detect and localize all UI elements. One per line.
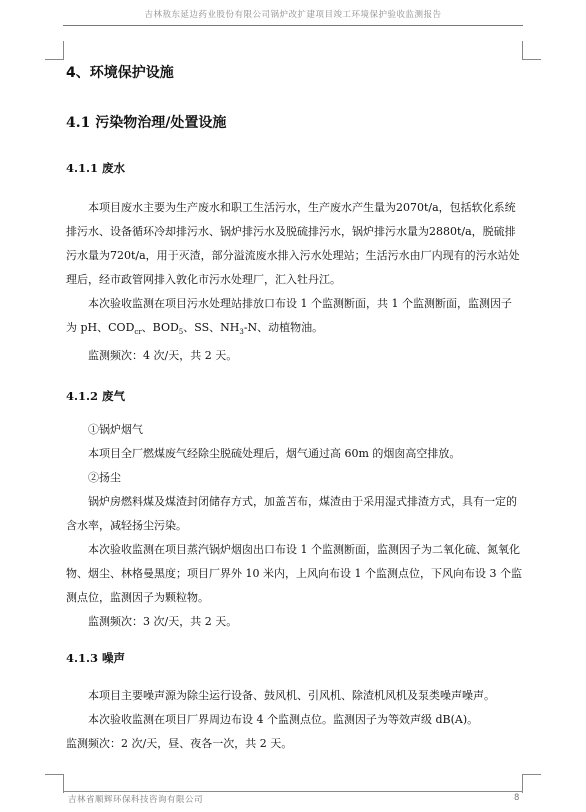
paragraph-noise-sources: 本项目主要噪声源为除尘运行设备、鼓风机、引风机、除渣机风机及泵类噪声噪声。 xyxy=(88,689,495,703)
section-title-4-1-1: 4.1.1 废水 xyxy=(66,161,126,175)
corner-mark-bottom-right xyxy=(522,774,541,793)
bod-text: 、BOD xyxy=(141,321,179,334)
corner-mark-bottom-left xyxy=(45,774,64,793)
paragraph-wastewater-overview: 本项目废水主要为生产废水和职工生活污水，生产废水产生量为2070t/a，包括软化系统排污水、设备循环冷却排污水、锅炉排污水及脱硫排污水，锅炉排污水量为2880t/a，脱硫排污水量为720t/a，用于灭渣，部分溢流废水排入污水处理站；生活污水由厂内现有的污水站处理后，经市政管网排入敦化市污水处理厂，汇入牡丹江。 xyxy=(66,201,520,286)
paragraph-wastewater-monitoring xyxy=(66,292,522,344)
document-body xyxy=(66,56,522,756)
ss-nh-text: 、SS、NH xyxy=(183,321,240,334)
footer-company: 吉林省顺辉环保科技咨询有限公司 xyxy=(68,795,204,805)
paragraph-flue-gas: 本项目全厂燃煤废气经除尘脱硫处理后，烟气通过高 60m 的烟囱高空排放。 xyxy=(88,447,461,461)
header-rule xyxy=(63,25,523,26)
nh-subscript: 3 xyxy=(239,328,244,337)
factors-end-text: -N、动植物油。 xyxy=(243,321,324,334)
paragraph-wastewater-frequency: 监测频次：4 次/天，共 2 天。 xyxy=(88,349,238,363)
section-title-4-1-3: 4.1.3 噪声 xyxy=(66,651,126,666)
corner-mark-top-right xyxy=(522,41,541,60)
corner-mark-top-left xyxy=(45,41,64,60)
item-boiler-flue-gas: ①锅炉烟气 xyxy=(88,423,143,437)
cod-subscript: cr xyxy=(134,328,142,337)
paragraph-gas-frequency: 监测频次：3 次/天，共 2 天。 xyxy=(88,615,238,629)
section-title-4-1-2: 4.1.2 废气 xyxy=(66,389,126,404)
bod-subscript: 5 xyxy=(178,328,184,337)
paragraph-noise-monitoring: 本次验收监测在项目厂界周边布设 4 个监测点位。监测因子为等效声级 dB(A)。 xyxy=(88,713,479,727)
wastewater-monitoring-text: 本次验收监测在项目污水处理站排放口布设 1 个监测断面，共 1 个监测断面，监测因子为 pH、COD xyxy=(66,297,512,334)
page-header: 吉林敖东延边药业股份有限公司锅炉改扩建项目竣工环境保护验收监测报告 xyxy=(144,10,442,20)
page-number: 8 xyxy=(514,793,520,803)
paragraph-dust: 锅炉房燃料煤及煤渣封闭储存方式，加盖苫布，煤渣由于采用湿式排渣方式，具有一定的含水率，减轻扬尘污染。 xyxy=(66,495,517,533)
footer-rule xyxy=(63,791,523,792)
paragraph-noise-frequency: 监测频次：2 次/天，昼、夜各一次，共 2 天。 xyxy=(66,737,293,751)
item-dust: ②扬尘 xyxy=(88,471,121,485)
section-title-4-1: 4.1 污染物治理/处置设施 xyxy=(66,115,227,131)
paragraph-gas-monitoring: 本次验收监测在项目蒸汽锅炉烟囱出口布设 1 个监测断面，监测因子为二氧化硫、氮氧化物、烟尘、林格曼黑度；项目厂界外 10 米内，上风向布设 1 个监测点位，下风向布设 3 个监测点位，监测因子为颗粒物。 xyxy=(66,543,522,605)
section-title-4: 4、环境保护设施 xyxy=(66,65,174,81)
